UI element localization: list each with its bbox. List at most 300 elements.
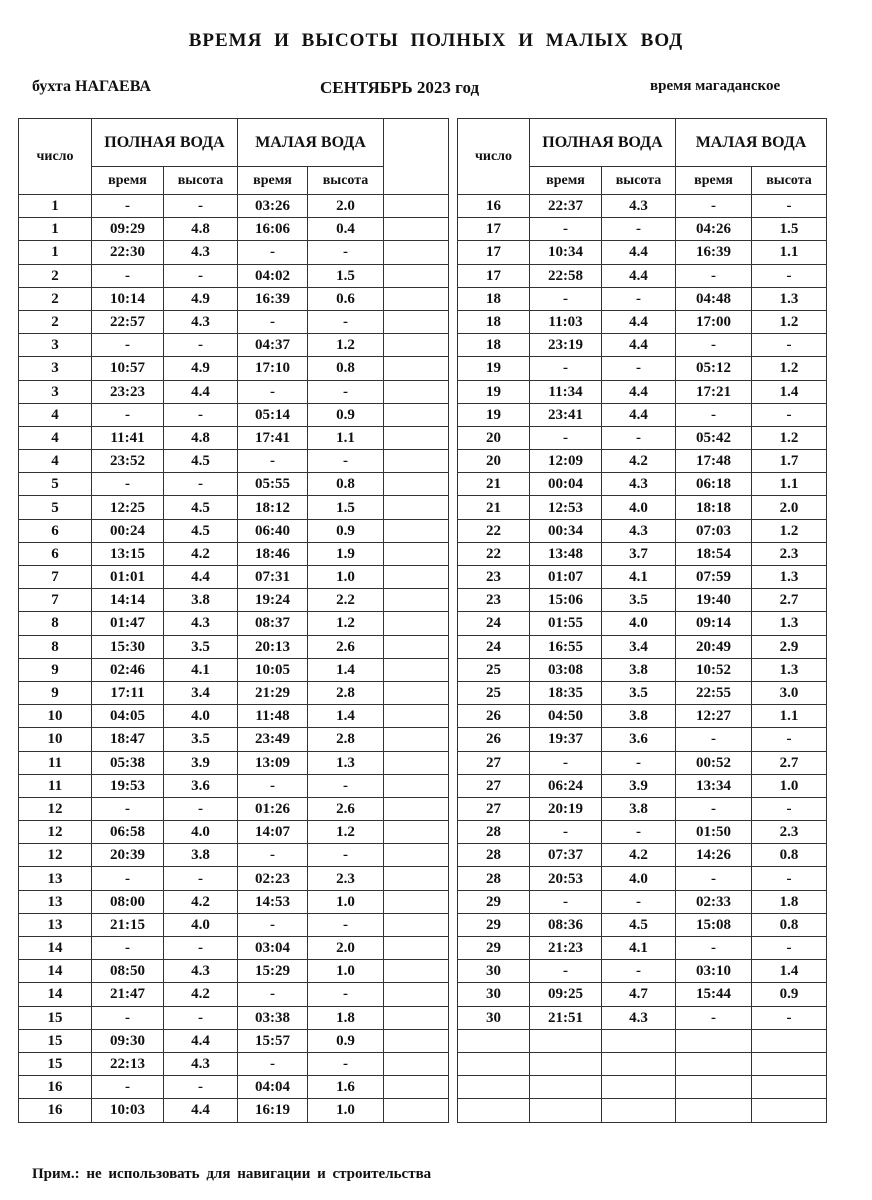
- low-time-cell: 12:27: [676, 705, 752, 728]
- low-height-cell: 3.0: [752, 681, 827, 704]
- table-row: [19, 1006, 449, 1029]
- high-time-cell: 21:47: [92, 983, 164, 1006]
- high-time-cell: 00:04: [530, 473, 602, 496]
- day-cell: 10: [19, 705, 92, 728]
- high-time-cell: 18:35: [530, 681, 602, 704]
- low-height-cell: [752, 1052, 827, 1075]
- day-cell: 3: [19, 380, 92, 403]
- high-time-cell: 21:23: [530, 937, 602, 960]
- high-height-cell: 3.5: [164, 728, 238, 751]
- low-height-cell: 0.8: [752, 913, 827, 936]
- spacer-cell: [384, 867, 449, 890]
- high-height-cell: 4.4: [602, 264, 676, 287]
- high-height-cell: 3.6: [602, 728, 676, 751]
- high-height-cell: 4.0: [164, 705, 238, 728]
- high-time-cell: 20:19: [530, 797, 602, 820]
- low-height-cell: 1.7: [752, 450, 827, 473]
- table-row: [458, 913, 827, 936]
- high-time-cell: 15:30: [92, 635, 164, 658]
- table-row: [19, 1029, 449, 1052]
- low-height-cell: 0.9: [752, 983, 827, 1006]
- table-row: [19, 1076, 449, 1099]
- low-height-cell: -: [308, 774, 384, 797]
- high-height-cell: 3.4: [602, 635, 676, 658]
- high-height-cell: 4.3: [602, 519, 676, 542]
- high-time-cell: 05:38: [92, 751, 164, 774]
- table-row: [19, 937, 449, 960]
- low-time-cell: 13:09: [238, 751, 308, 774]
- high-time-cell: -: [92, 264, 164, 287]
- low-time-cell: 10:52: [676, 658, 752, 681]
- day-cell: 27: [458, 774, 530, 797]
- low-height-cell: 2.0: [308, 195, 384, 218]
- low-height-cell: 0.8: [752, 844, 827, 867]
- high-time-cell: 12:25: [92, 496, 164, 519]
- day-cell: [458, 1029, 530, 1052]
- low-time-cell: -: [676, 728, 752, 751]
- table-row: [19, 519, 449, 542]
- day-cell: 5: [19, 496, 92, 519]
- low-time-cell: 11:48: [238, 705, 308, 728]
- table-row: [458, 218, 827, 241]
- day-cell: 20: [458, 450, 530, 473]
- day-cell: 25: [458, 658, 530, 681]
- low-height-cell: -: [752, 1006, 827, 1029]
- low-height-cell: -: [308, 241, 384, 264]
- high-height-cell: 4.1: [602, 937, 676, 960]
- high-height-cell: 3.5: [602, 589, 676, 612]
- low-time-cell: 18:46: [238, 542, 308, 565]
- day-cell: 28: [458, 844, 530, 867]
- low-time-cell: 01:26: [238, 797, 308, 820]
- low-time-cell: 04:04: [238, 1076, 308, 1099]
- day-cell: 22: [458, 542, 530, 565]
- high-time-cell: -: [530, 751, 602, 774]
- high-height-cell: -: [164, 195, 238, 218]
- low-time-cell: 16:39: [676, 241, 752, 264]
- high-height-cell: 4.4: [602, 310, 676, 333]
- low-time-cell: -: [676, 334, 752, 357]
- high-height-cell: -: [164, 334, 238, 357]
- low-height-cell: 2.3: [308, 867, 384, 890]
- day-cell: 7: [19, 589, 92, 612]
- spacer-cell: [384, 797, 449, 820]
- low-height-cell: 0.9: [308, 1029, 384, 1052]
- low-time-cell: 21:29: [238, 681, 308, 704]
- low-time-cell: 00:52: [676, 751, 752, 774]
- table-row: [458, 612, 827, 635]
- high-time-cell: 13:48: [530, 542, 602, 565]
- col-high-water: ПОЛНАЯ ВОДА: [530, 119, 676, 167]
- low-time-cell: 19:40: [676, 589, 752, 612]
- low-time-cell: [676, 1099, 752, 1122]
- day-cell: 19: [458, 403, 530, 426]
- table-row: [458, 589, 827, 612]
- tide-table-left: [18, 118, 449, 1123]
- high-time-cell: -: [92, 1006, 164, 1029]
- low-time-cell: 18:54: [676, 542, 752, 565]
- high-time-cell: 08:36: [530, 913, 602, 936]
- low-height-cell: 1.0: [752, 774, 827, 797]
- low-time-cell: 04:26: [676, 218, 752, 241]
- high-time-cell: 12:53: [530, 496, 602, 519]
- table-row: [19, 751, 449, 774]
- table-row: [458, 821, 827, 844]
- day-cell: 12: [19, 844, 92, 867]
- location-label: бухта НАГАЕВА: [32, 78, 151, 95]
- table-row: [458, 287, 827, 310]
- high-time-cell: 11:41: [92, 426, 164, 449]
- low-time-cell: 22:55: [676, 681, 752, 704]
- day-cell: 16: [19, 1076, 92, 1099]
- high-time-cell: 09:29: [92, 218, 164, 241]
- high-height-cell: -: [602, 426, 676, 449]
- low-height-cell: 2.8: [308, 728, 384, 751]
- day-cell: 8: [19, 612, 92, 635]
- table-row: [19, 705, 449, 728]
- low-height-cell: 2.8: [308, 681, 384, 704]
- col-high-height: высота: [164, 167, 238, 195]
- spacer-cell: [384, 241, 449, 264]
- spacer-cell: [384, 264, 449, 287]
- low-time-cell: 06:40: [238, 519, 308, 542]
- page-title: ВРЕМЯ И ВЫСОТЫ ПОЛНЫХ И МАЛЫХ ВОД: [188, 30, 684, 51]
- high-height-cell: 4.5: [164, 496, 238, 519]
- col-low-water: МАЛАЯ ВОДА: [676, 119, 827, 167]
- high-time-cell: 19:37: [530, 728, 602, 751]
- low-time-cell: 20:49: [676, 635, 752, 658]
- low-time-cell: 03:10: [676, 960, 752, 983]
- low-time-cell: 07:03: [676, 519, 752, 542]
- day-cell: 17: [458, 241, 530, 264]
- spacer-cell: [384, 844, 449, 867]
- high-height-cell: -: [164, 403, 238, 426]
- high-height-cell: 4.0: [602, 496, 676, 519]
- high-height-cell: 3.5: [602, 681, 676, 704]
- spacer-cell: [384, 612, 449, 635]
- day-cell: 14: [19, 937, 92, 960]
- low-time-cell: 17:10: [238, 357, 308, 380]
- day-cell: 11: [19, 751, 92, 774]
- low-time-cell: 16:06: [238, 218, 308, 241]
- low-time-cell: 03:38: [238, 1006, 308, 1029]
- day-cell: 17: [458, 264, 530, 287]
- high-height-cell: -: [602, 821, 676, 844]
- day-cell: 13: [19, 890, 92, 913]
- low-height-cell: 0.8: [308, 357, 384, 380]
- low-height-cell: 2.2: [308, 589, 384, 612]
- high-time-cell: -: [92, 403, 164, 426]
- high-time-cell: [530, 1099, 602, 1122]
- low-time-cell: 20:13: [238, 635, 308, 658]
- low-time-cell: -: [238, 983, 308, 1006]
- low-height-cell: -: [752, 797, 827, 820]
- high-height-cell: 4.4: [164, 380, 238, 403]
- high-height-cell: 4.4: [602, 241, 676, 264]
- high-time-cell: 10:57: [92, 357, 164, 380]
- high-height-cell: 3.8: [602, 705, 676, 728]
- day-cell: 12: [19, 821, 92, 844]
- col-day: число: [458, 119, 530, 195]
- high-height-cell: 4.4: [164, 1099, 238, 1122]
- high-time-cell: 17:11: [92, 681, 164, 704]
- spacer-col: [384, 119, 449, 195]
- day-cell: 19: [458, 380, 530, 403]
- high-time-cell: 10:03: [92, 1099, 164, 1122]
- table-row: [458, 1099, 827, 1122]
- low-time-cell: -: [238, 1052, 308, 1075]
- spacer-cell: [384, 890, 449, 913]
- spacer-cell: [384, 519, 449, 542]
- high-time-cell: -: [530, 821, 602, 844]
- table-row: [458, 937, 827, 960]
- day-cell: 29: [458, 913, 530, 936]
- high-height-cell: -: [164, 1006, 238, 1029]
- spacer-cell: [384, 635, 449, 658]
- low-time-cell: 08:37: [238, 612, 308, 635]
- table-row: [458, 519, 827, 542]
- low-time-cell: 02:33: [676, 890, 752, 913]
- table-row: [19, 473, 449, 496]
- low-height-cell: -: [752, 264, 827, 287]
- high-height-cell: 3.8: [164, 844, 238, 867]
- high-height-cell: 3.4: [164, 681, 238, 704]
- low-height-cell: 1.3: [752, 566, 827, 589]
- table-row: [19, 310, 449, 333]
- low-height-cell: 0.6: [308, 287, 384, 310]
- right-table-body: [458, 195, 827, 1123]
- day-cell: 28: [458, 821, 530, 844]
- table-row: [458, 635, 827, 658]
- spacer-cell: [384, 728, 449, 751]
- low-height-cell: -: [752, 195, 827, 218]
- table-row: [458, 264, 827, 287]
- low-height-cell: 1.8: [308, 1006, 384, 1029]
- day-cell: 19: [458, 357, 530, 380]
- day-cell: [458, 1076, 530, 1099]
- high-height-cell: 4.4: [602, 380, 676, 403]
- low-height-cell: 1.1: [752, 473, 827, 496]
- high-time-cell: [530, 1029, 602, 1052]
- low-time-cell: 16:19: [238, 1099, 308, 1122]
- low-height-cell: 1.8: [752, 890, 827, 913]
- low-height-cell: -: [308, 450, 384, 473]
- low-height-cell: 2.9: [752, 635, 827, 658]
- table-row: [19, 450, 449, 473]
- day-cell: 20: [458, 426, 530, 449]
- high-height-cell: 3.8: [602, 797, 676, 820]
- day-cell: 15: [19, 1006, 92, 1029]
- spacer-cell: [384, 403, 449, 426]
- high-height-cell: 4.0: [164, 821, 238, 844]
- low-time-cell: -: [676, 937, 752, 960]
- high-height-cell: [602, 1076, 676, 1099]
- high-time-cell: -: [92, 867, 164, 890]
- high-height-cell: 4.3: [164, 960, 238, 983]
- day-cell: 15: [19, 1052, 92, 1075]
- high-height-cell: 4.3: [602, 473, 676, 496]
- high-time-cell: 06:58: [92, 821, 164, 844]
- day-cell: 18: [458, 310, 530, 333]
- low-height-cell: -: [752, 728, 827, 751]
- high-time-cell: 22:58: [530, 264, 602, 287]
- low-height-cell: 0.9: [308, 403, 384, 426]
- low-height-cell: 1.4: [308, 658, 384, 681]
- day-cell: 27: [458, 797, 530, 820]
- high-time-cell: 09:25: [530, 983, 602, 1006]
- high-time-cell: 20:39: [92, 844, 164, 867]
- high-height-cell: [602, 1029, 676, 1052]
- high-time-cell: 15:06: [530, 589, 602, 612]
- day-cell: 6: [19, 519, 92, 542]
- low-height-cell: 1.4: [308, 705, 384, 728]
- day-cell: 26: [458, 728, 530, 751]
- day-cell: 1: [19, 241, 92, 264]
- spacer-cell: [384, 426, 449, 449]
- table-row: [458, 890, 827, 913]
- high-height-cell: 4.5: [164, 519, 238, 542]
- low-time-cell: 04:48: [676, 287, 752, 310]
- day-cell: 7: [19, 566, 92, 589]
- low-height-cell: 0.8: [308, 473, 384, 496]
- high-height-cell: 4.4: [602, 403, 676, 426]
- high-time-cell: 16:55: [530, 635, 602, 658]
- high-time-cell: 08:00: [92, 890, 164, 913]
- high-time-cell: 23:23: [92, 380, 164, 403]
- low-time-cell: -: [238, 913, 308, 936]
- high-time-cell: 04:50: [530, 705, 602, 728]
- spacer-cell: [384, 195, 449, 218]
- spacer-cell: [384, 542, 449, 565]
- col-low-time: время: [238, 167, 308, 195]
- low-height-cell: 2.0: [752, 496, 827, 519]
- high-time-cell: 23:19: [530, 334, 602, 357]
- footer-note: Прим.: не использовать для навигации и строительства: [32, 1166, 432, 1182]
- high-time-cell: 02:46: [92, 658, 164, 681]
- low-time-cell: [676, 1029, 752, 1052]
- high-height-cell: -: [164, 473, 238, 496]
- day-cell: 21: [458, 473, 530, 496]
- high-height-cell: 4.1: [602, 566, 676, 589]
- table-row: [458, 357, 827, 380]
- table-row: [458, 681, 827, 704]
- table-row: [458, 473, 827, 496]
- high-time-cell: -: [530, 890, 602, 913]
- low-time-cell: 17:48: [676, 450, 752, 473]
- day-cell: 1: [19, 195, 92, 218]
- high-height-cell: -: [164, 797, 238, 820]
- high-height-cell: -: [602, 218, 676, 241]
- table-row: [458, 983, 827, 1006]
- table-row: [458, 797, 827, 820]
- low-time-cell: 09:14: [676, 612, 752, 635]
- spacer-cell: [384, 589, 449, 612]
- low-time-cell: 07:59: [676, 566, 752, 589]
- table-row: [19, 218, 449, 241]
- high-height-cell: 4.3: [164, 1052, 238, 1075]
- table-row: [19, 821, 449, 844]
- table-row: [458, 728, 827, 751]
- low-time-cell: 14:26: [676, 844, 752, 867]
- table-row: [19, 380, 449, 403]
- high-height-cell: -: [164, 867, 238, 890]
- high-height-cell: 4.8: [164, 426, 238, 449]
- low-height-cell: 1.5: [752, 218, 827, 241]
- day-cell: 29: [458, 890, 530, 913]
- high-time-cell: 10:34: [530, 241, 602, 264]
- day-cell: 30: [458, 983, 530, 1006]
- high-height-cell: 4.3: [164, 310, 238, 333]
- timezone-label: время магаданское: [650, 78, 781, 94]
- table-row: [458, 844, 827, 867]
- high-time-cell: 01:07: [530, 566, 602, 589]
- low-height-cell: 1.2: [308, 821, 384, 844]
- spacer-cell: [384, 450, 449, 473]
- high-time-cell: -: [530, 287, 602, 310]
- high-time-cell: 22:13: [92, 1052, 164, 1075]
- spacer-cell: [384, 983, 449, 1006]
- table-row: [19, 195, 449, 218]
- high-time-cell: -: [92, 473, 164, 496]
- high-time-cell: 01:01: [92, 566, 164, 589]
- low-height-cell: 2.7: [752, 751, 827, 774]
- table-row: [19, 566, 449, 589]
- low-height-cell: 1.0: [308, 960, 384, 983]
- low-time-cell: 04:37: [238, 334, 308, 357]
- table-row: [458, 426, 827, 449]
- high-time-cell: 23:41: [530, 403, 602, 426]
- table-row: [19, 589, 449, 612]
- low-height-cell: 0.4: [308, 218, 384, 241]
- low-time-cell: 01:50: [676, 821, 752, 844]
- table-row: [458, 195, 827, 218]
- day-cell: 23: [458, 566, 530, 589]
- high-height-cell: 3.5: [164, 635, 238, 658]
- col-high-time: время: [92, 167, 164, 195]
- high-time-cell: 01:55: [530, 612, 602, 635]
- high-time-cell: 22:30: [92, 241, 164, 264]
- high-height-cell: 3.8: [602, 658, 676, 681]
- high-time-cell: 11:34: [530, 380, 602, 403]
- low-time-cell: -: [238, 774, 308, 797]
- low-time-cell: [676, 1052, 752, 1075]
- high-time-cell: 14:14: [92, 589, 164, 612]
- table-row: [458, 774, 827, 797]
- day-cell: 9: [19, 681, 92, 704]
- spacer-cell: [384, 287, 449, 310]
- day-cell: 6: [19, 542, 92, 565]
- spacer-cell: [384, 1099, 449, 1122]
- low-time-cell: 14:53: [238, 890, 308, 913]
- table-row: [458, 1052, 827, 1075]
- spacer-cell: [384, 1076, 449, 1099]
- day-cell: 18: [458, 334, 530, 357]
- high-time-cell: 13:15: [92, 542, 164, 565]
- low-time-cell: 05:55: [238, 473, 308, 496]
- high-height-cell: 4.0: [602, 867, 676, 890]
- high-time-cell: -: [92, 334, 164, 357]
- high-height-cell: 3.8: [164, 589, 238, 612]
- low-height-cell: 2.3: [752, 821, 827, 844]
- high-time-cell: 23:52: [92, 450, 164, 473]
- spacer-cell: [384, 821, 449, 844]
- high-time-cell: 00:24: [92, 519, 164, 542]
- table-row: [19, 1052, 449, 1075]
- high-height-cell: [602, 1099, 676, 1122]
- low-time-cell: 07:31: [238, 566, 308, 589]
- low-height-cell: 1.0: [308, 890, 384, 913]
- low-time-cell: 05:42: [676, 426, 752, 449]
